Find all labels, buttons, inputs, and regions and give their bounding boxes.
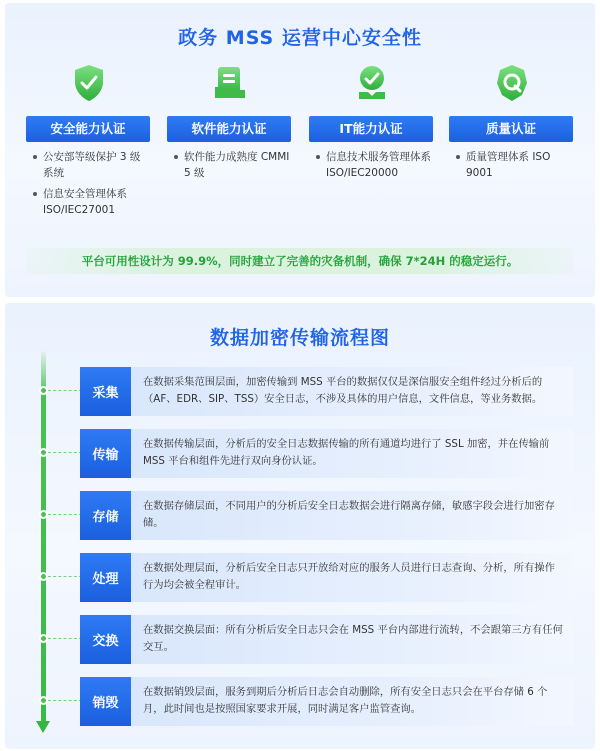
step-connector bbox=[48, 700, 82, 701]
cert-title: 软件能力认证 bbox=[167, 116, 291, 142]
step-dot bbox=[39, 386, 48, 395]
step-connector bbox=[48, 514, 82, 515]
security-title: 政务 MSS 运营中心安全性 bbox=[178, 27, 422, 49]
step-dot bbox=[39, 696, 48, 705]
step-label: 交换 bbox=[80, 615, 131, 664]
cert-item: 质量管理体系 ISO 9001 bbox=[455, 149, 573, 181]
step-description: 在数据交换层面：所有分析后安全日志只会在 MSS 平台内部进行流转，不会跟第三方有任何交互。 bbox=[131, 615, 573, 664]
step-description: 在数据传输层面，分析后的安全日志数据传输的所有通道均进行了 SSL 加密，并在传输前 MSS 平台和组件先进行双向身份认证。 bbox=[131, 429, 573, 478]
step-label: 销毁 bbox=[80, 677, 131, 726]
security-panel bbox=[5, 3, 595, 297]
flow-step-transfer bbox=[5, 429, 595, 478]
step-connector bbox=[48, 638, 82, 639]
step-connector bbox=[48, 390, 82, 391]
document-icon bbox=[213, 63, 247, 103]
step-dot bbox=[39, 448, 48, 457]
cert-list bbox=[32, 149, 150, 223]
badge-check-icon bbox=[355, 63, 389, 103]
shield-check-icon bbox=[72, 63, 106, 103]
step-connector bbox=[48, 576, 82, 577]
availability-banner: 平台可用性设计为 99.9%，同时建立了完善的灾备机制，确保 7*24H 的稳定运行。 bbox=[27, 248, 573, 274]
step-dot bbox=[39, 572, 48, 581]
step-dot bbox=[39, 510, 48, 519]
step-connector bbox=[48, 452, 82, 453]
cert-title: IT能力认证 bbox=[309, 116, 433, 142]
cert-item: 软件能力成熟度 CMMI 5 级 bbox=[173, 149, 291, 181]
step-label: 采集 bbox=[80, 367, 131, 416]
flow-step-process bbox=[5, 553, 595, 602]
cert-list bbox=[315, 149, 433, 186]
flow-step-storage bbox=[5, 491, 595, 540]
step-description: 在数据采集范围层面，加密传输到 MSS 平台的数据仅仅是深信服安全组件经过分析后的（AF、EDR、SIP、TSS）安全日志，不涉及具体的用户信息，文件信息，等业务数据。 bbox=[131, 367, 573, 416]
step-description: 在数据销毁层面，服务到期后分析后日志会自动删除，所有安全日志只会在平台存储 6 个月，此时间也是按照国家要求开展，同时满足客户监管查询。 bbox=[131, 677, 573, 726]
cert-title: 质量认证 bbox=[449, 116, 573, 142]
cert-list bbox=[455, 149, 573, 186]
cert-item: 公安部等级保护 3 级系统 bbox=[32, 149, 150, 181]
cert-item: 信息技术服务管理体系 ISO/IEC20000 bbox=[315, 149, 433, 181]
flow-step-collect bbox=[5, 367, 595, 416]
step-description: 在数据处理层面，分析后安全日志只开放给对应的服务人员进行日志查询、分析，所有操作行为均会被全程审计。 bbox=[131, 553, 573, 602]
cert-list bbox=[173, 149, 291, 186]
step-label: 传输 bbox=[80, 429, 131, 478]
flow-title: 数据加密传输流程图 bbox=[209, 327, 390, 349]
cert-item: 信息安全管理体系 ISO/IEC27001 bbox=[32, 186, 150, 218]
flow-step-destroy bbox=[5, 677, 595, 726]
quality-q-icon bbox=[495, 63, 529, 103]
flow-panel bbox=[5, 303, 595, 749]
step-label: 处理 bbox=[80, 553, 131, 602]
cert-title: 安全能力认证 bbox=[26, 116, 150, 142]
step-dot bbox=[39, 634, 48, 643]
flow-step-exchange bbox=[5, 615, 595, 664]
step-description: 在数据存储层面，不同用户的分析后安全日志数据会进行隔离存储，敏感字段会进行加密存储。 bbox=[131, 491, 573, 540]
step-label: 存储 bbox=[80, 491, 131, 540]
